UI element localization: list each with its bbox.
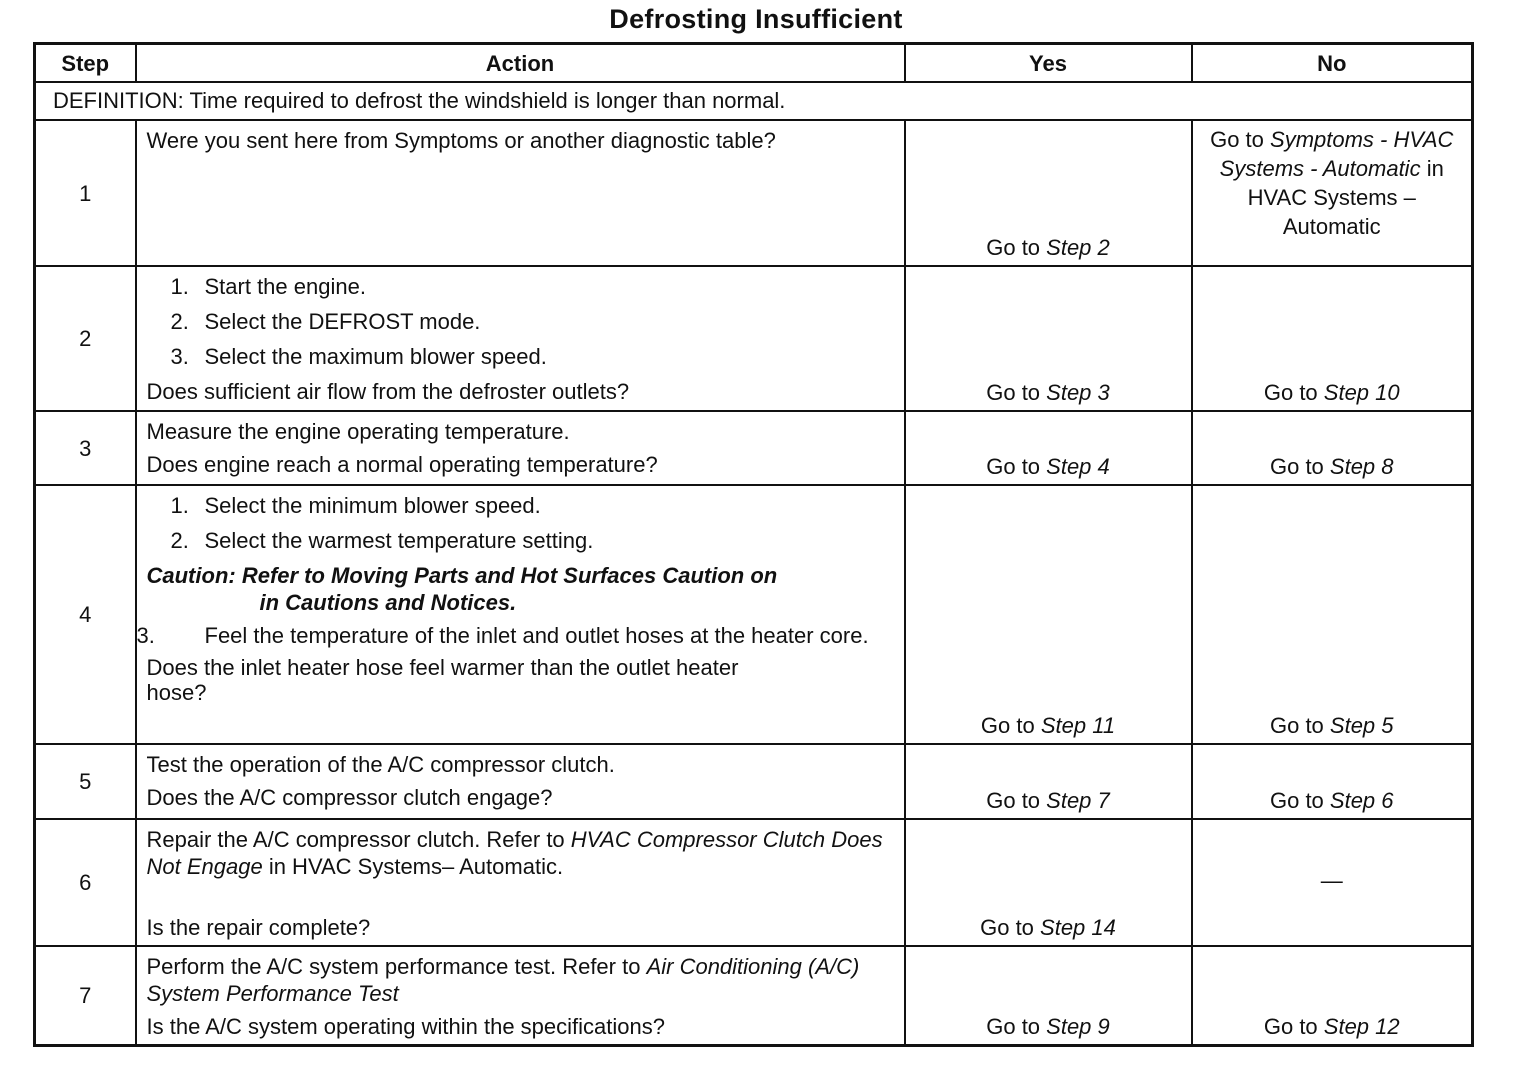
list-item: 2. Select the DEFROST mode. xyxy=(170,309,481,334)
no-dash: — xyxy=(1320,868,1343,893)
header-action: Action xyxy=(136,44,905,83)
list-item: 3. Feel the temperature of the inlet and outlet hoses at the heater core. xyxy=(136,623,869,648)
no-cell: Go to Step 5 xyxy=(1192,485,1473,744)
yes-step-link[interactable]: Step 7 xyxy=(1046,788,1110,813)
yes-prefix: Go to xyxy=(986,235,1047,260)
list-item: 1. Select the minimum blower speed. xyxy=(170,493,541,518)
action-cell xyxy=(136,744,905,819)
page-title: Defrosting Insufficient xyxy=(609,4,903,34)
header-step: Step xyxy=(35,44,136,83)
header-yes: Yes xyxy=(905,44,1192,83)
action-cell xyxy=(136,819,905,946)
list-item: 3. Select the maximum blower speed. xyxy=(170,344,547,369)
no-step-link[interactable]: Step 8 xyxy=(1329,454,1394,479)
step-number: 1 xyxy=(35,120,136,266)
list-item: 1. Start the engine. xyxy=(170,274,366,299)
yes-cell xyxy=(905,120,1192,266)
step-number: 2 xyxy=(35,266,136,411)
step-number: 7 xyxy=(35,946,136,1046)
table-row xyxy=(35,819,1473,946)
yes-cell: Go to Step 4 xyxy=(905,411,1192,485)
table-row xyxy=(35,411,1473,485)
step-number: 5 xyxy=(35,744,136,819)
no-cell xyxy=(1192,120,1473,266)
action-cell xyxy=(136,946,905,1046)
table-row xyxy=(35,744,1473,819)
no-suffix: in HVAC Systems – Automatic xyxy=(1247,156,1444,239)
hvac-compressor-link[interactable]: HVAC Compressor Clutch Does Not Engage xyxy=(146,827,883,879)
definition-text: DEFINITION: Time required to defrost the windshield is longer than normal. xyxy=(35,82,1473,120)
yes-cell: Go to Step 3 xyxy=(905,266,1192,411)
yes-step-link[interactable]: Step 3 xyxy=(1046,380,1110,405)
instruction-text: Test the operation of the A/C compressor clutch. xyxy=(146,752,615,777)
diagnostic-table xyxy=(33,42,1474,1047)
no-cell xyxy=(1192,819,1473,946)
definition-row xyxy=(35,82,1473,120)
instruction-text: Perform the A/C system performance test. Refer to Air Conditioning (A/C) System Performance Test xyxy=(146,954,860,1006)
list-item: 2. Select the warmest temperature setting. xyxy=(170,528,594,553)
table-row xyxy=(35,266,1473,411)
step-number: 3 xyxy=(35,411,136,485)
table-row xyxy=(35,485,1473,744)
no-prefix: Go to xyxy=(1210,127,1271,152)
no-step-link[interactable]: Step 5 xyxy=(1329,713,1394,738)
yes-step-link[interactable]: Step 9 xyxy=(1046,1014,1110,1039)
yes-step-link[interactable]: Step 11 xyxy=(1040,713,1116,738)
yes-step-link[interactable]: Step 2 xyxy=(1046,235,1110,260)
instruction-text: Measure the engine operating temperature. xyxy=(146,419,570,444)
question-text: Were you sent here from Symptoms or another diagnostic table? xyxy=(146,128,776,153)
no-cell: Go to Step 12 xyxy=(1192,946,1473,1046)
no-symptoms-link[interactable]: Symptoms - HVAC Systems - Automatic xyxy=(1219,127,1454,181)
yes-step-link[interactable]: Step 4 xyxy=(1046,454,1110,479)
no-cell: Go to Step 6 xyxy=(1192,744,1473,819)
action-cell xyxy=(136,485,905,744)
yes-cell: Go to Step 7 xyxy=(905,744,1192,819)
question-text: Does the A/C compressor clutch engage? xyxy=(146,785,553,810)
instruction-text: Repair the A/C compressor clutch. Refer to HVAC Compressor Clutch Does Not Engage in HVAC Systems– Automatic. xyxy=(146,827,883,879)
question-text: Does engine reach a normal operating temperature? xyxy=(146,452,658,477)
question-text: Is the repair complete? xyxy=(146,915,371,940)
action-cell xyxy=(136,120,905,266)
yes-step-link[interactable]: Step 14 xyxy=(1040,915,1116,940)
ac-performance-test-link[interactable]: Air Conditioning (A/C) System Performance Test xyxy=(146,954,860,1006)
yes-cell: Go to Step 11 xyxy=(905,485,1192,744)
step-number: 4 xyxy=(35,485,136,744)
table-row xyxy=(35,946,1473,1046)
action-cell xyxy=(136,411,905,485)
caution-note: Caution: Refer to Moving Parts and Hot Surfaces Caution on in Cautions and Notices. xyxy=(146,563,778,615)
header-no: No xyxy=(1192,44,1473,83)
no-cell: Go to Step 8 xyxy=(1192,411,1473,485)
table-row xyxy=(35,120,1473,266)
no-step-link[interactable]: Step 12 xyxy=(1323,1014,1400,1039)
question-text: Does the inlet heater hose feel warmer than the outlet heater hose? xyxy=(146,655,739,705)
no-step-link[interactable]: Step 10 xyxy=(1323,380,1400,405)
yes-cell: Go to Step 14 xyxy=(905,819,1192,946)
header-row xyxy=(35,44,1473,83)
yes-cell: Go to Step 9 xyxy=(905,946,1192,1046)
action-cell xyxy=(136,266,905,411)
step-number: 6 xyxy=(35,819,136,946)
question-text: Is the A/C system operating within the specifications? xyxy=(146,1014,665,1039)
no-step-link[interactable]: Step 6 xyxy=(1329,788,1394,813)
no-cell: Go to Step 10 xyxy=(1192,266,1473,411)
question-text: Does sufficient air flow from the defroster outlets? xyxy=(146,379,630,404)
